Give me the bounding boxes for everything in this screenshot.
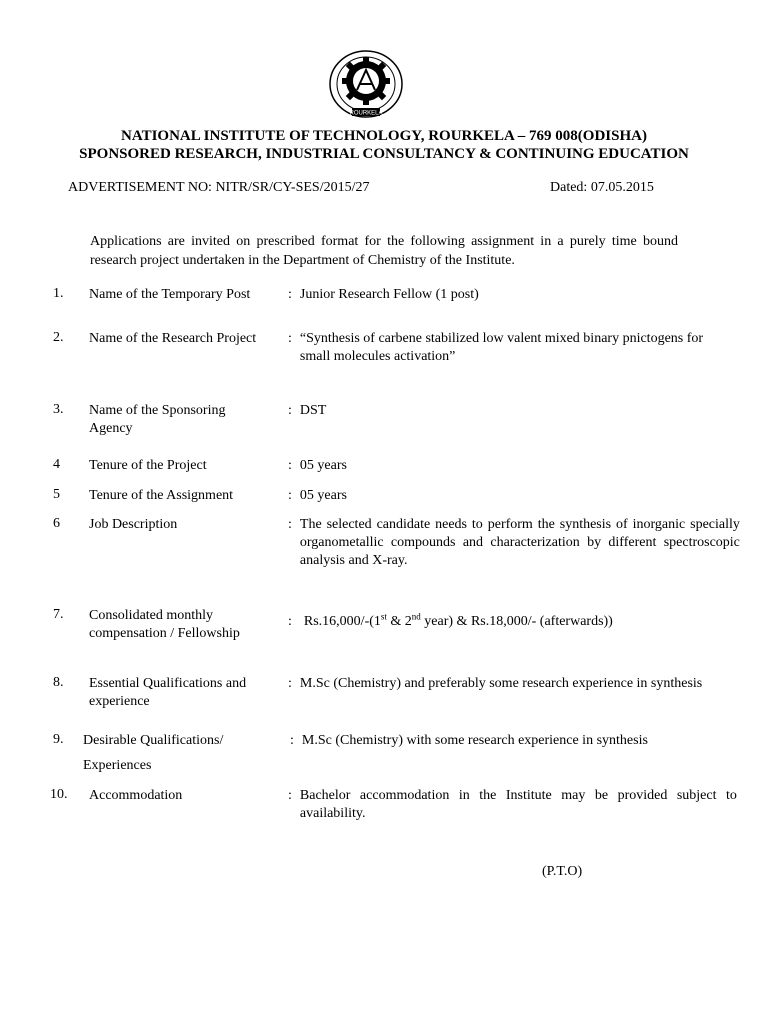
- item-label: Tenure of the Assignment: [89, 488, 234, 503]
- institute-title: NATIONAL INSTITUTE OF TECHNOLOGY, ROURKELA – 769 008(ODISHA): [121, 128, 647, 144]
- item-number: 8.: [53, 675, 64, 690]
- item-number: 4: [53, 457, 60, 472]
- colon: :: [288, 517, 292, 532]
- item-label: Name of the Research Project: [89, 331, 257, 346]
- item-label: Desirable Qualifications/: [83, 733, 224, 748]
- item-number: 2.: [53, 330, 64, 345]
- nit-rourkela-emblem-icon: [326, 48, 406, 124]
- item-value: [288, 675, 740, 693]
- institute-logo: [326, 48, 406, 124]
- colon: :: [288, 676, 292, 691]
- colon: :: [288, 458, 292, 473]
- intro-paragraph: Applications are invited on prescribed format for the following assignment in a purely time bound research project undertaken in the Department of Chemistry of the Institute.: [90, 234, 678, 268]
- value-part: Rs.16,000/-(1: [303, 613, 381, 629]
- item-number: 1.: [53, 286, 64, 301]
- please-turn-over: (P.T.O): [542, 864, 583, 879]
- item-label: Consolidated monthly compensation / Fellowship: [89, 608, 240, 641]
- colon: :: [288, 488, 292, 503]
- colon: :: [288, 613, 292, 629]
- item-value-text: DST: [299, 403, 327, 418]
- department-title: SPONSORED RESEARCH, INDUSTRIAL CONSULTANCY & CONTINUING EDUCATION: [79, 146, 689, 162]
- item-number: 3.: [53, 402, 64, 417]
- item-value: [288, 457, 740, 475]
- item-value: [288, 516, 740, 570]
- superscript: nd: [411, 611, 421, 621]
- advertisement-number: ADVERTISEMENT NO: NITR/SR/CY-SES/2015/27: [68, 180, 370, 195]
- item-number: 6: [53, 516, 60, 531]
- item-value-text: Bachelor accommodation in the Institute may be provided subject to availability.: [299, 788, 737, 821]
- value-part: & 2: [386, 613, 412, 629]
- item-value-text: 05 years: [299, 458, 347, 473]
- item-label: Accommodation: [89, 788, 183, 803]
- item-value: [288, 402, 740, 420]
- item-value-text: [303, 611, 613, 629]
- item-label: Job Description: [89, 517, 178, 532]
- item-value: [288, 286, 740, 304]
- item-value: [288, 487, 740, 505]
- item-label: Essential Qualifications and experience: [89, 676, 247, 709]
- item-value-text: 05 years: [299, 488, 347, 503]
- item-number: 7.: [53, 607, 64, 622]
- item-value: [288, 330, 740, 366]
- item-label: Name of the Temporary Post: [89, 287, 251, 302]
- colon: :: [290, 733, 294, 748]
- advertisement-date: Dated: 07.05.2015: [550, 180, 654, 195]
- value-part: year) & Rs.18,000/- (afterwards)): [420, 613, 613, 629]
- item-value-text: M.Sc (Chemistry) with some research experience in synthesis: [301, 733, 648, 748]
- item-number: 9.: [53, 732, 64, 747]
- item-label: Name of the Sponsoring Agency: [89, 403, 226, 436]
- item-value-text: Junior Research Fellow (1 post): [299, 287, 479, 302]
- item-value: [290, 732, 742, 750]
- logo-text: ROURKELA: [349, 110, 383, 117]
- item-number: 5: [53, 487, 60, 502]
- item-label: Tenure of the Project: [89, 458, 207, 473]
- colon: :: [288, 788, 292, 803]
- colon: :: [288, 403, 292, 418]
- colon: :: [288, 331, 292, 346]
- item-value-text: M.Sc (Chemistry) and preferably some research experience in synthesis: [299, 676, 703, 691]
- item-number: 10.: [50, 787, 68, 802]
- superscript: st: [380, 611, 387, 621]
- item-value-text: “Synthesis of carbene stabilized low valent mixed binary pnictogens for small molecules activation”: [299, 331, 704, 364]
- colon: :: [288, 287, 292, 302]
- item-value: [288, 607, 740, 631]
- item-value-text: The selected candidate needs to perform the synthesis of inorganic specially organometallic compounds and characterization by different spectroscopic analysis and X-ray.: [299, 517, 740, 568]
- item-value: [288, 787, 740, 823]
- item-label-continued: Experiences: [83, 758, 152, 773]
